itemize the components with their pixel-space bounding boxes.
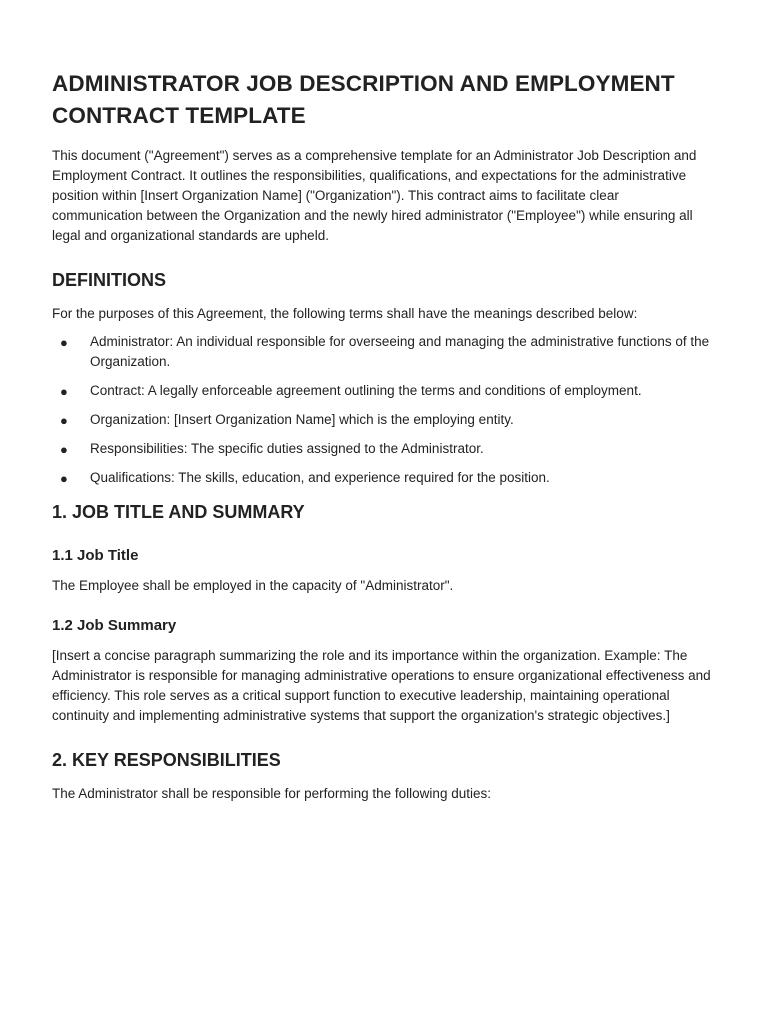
definitions-list: [52, 332, 712, 488]
definition-text: Contract: A legally enforceable agreement outlining the terms and conditions of employment.: [90, 383, 642, 398]
responsibilities-intro: The Administrator shall be responsible for performing the following duties:: [52, 786, 491, 801]
document-page: [52, 68, 712, 804]
job-summary-heading: 1.2 Job Summary: [52, 617, 177, 634]
definitions-intro: For the purposes of this Agreement, the following terms shall have the meanings described below:: [52, 306, 638, 321]
bullet-icon: ●: [60, 471, 68, 486]
bullet-icon: ●: [60, 442, 68, 457]
section-2-heading: 2. KEY RESPONSIBILITIES: [52, 750, 281, 770]
list-item: [52, 468, 712, 488]
definition-text: Organization: [Insert Organization Name] which is the employing entity.: [90, 412, 514, 427]
definition-text: Responsibilities: The specific duties assigned to the Administrator.: [90, 441, 484, 456]
bullet-icon: ●: [60, 335, 68, 350]
intro-paragraph: This document ("Agreement") serves as a comprehensive template for an Administrator Job Description and Employment Contract. It outlines the responsibilities, qualifications, and expectations for the administrative position within [Insert Organization Name] ("Organization"). This contract aims to facilitate clear communication between the Organization and the newly hired administrator ("Employee") while ensuring all legal and organizational standards are upheld.: [52, 148, 697, 243]
list-item: [52, 381, 712, 401]
document-title: ADMINISTRATOR JOB DESCRIPTION AND EMPLOYMENT CONTRACT TEMPLATE: [52, 71, 675, 128]
job-title-heading: 1.1 Job Title: [52, 547, 139, 564]
section-1-heading: 1. JOB TITLE AND SUMMARY: [52, 502, 305, 522]
list-item: [52, 439, 712, 459]
definitions-heading: DEFINITIONS: [52, 270, 167, 290]
bullet-icon: ●: [60, 413, 68, 428]
definition-text: Administrator: An individual responsible for overseeing and managing the administrative functions of the Organization.: [90, 334, 710, 369]
job-summary-text: [Insert a concise paragraph summarizing the role and its importance within the organization. Example: The Administrator is responsible for managing administrative operations to ensure organizational effectiveness and efficiency. This role serves as a critical support function to executive leadership, maintaining operational continuity and implementing administrative systems that support the organization's strategic objectives.]: [52, 648, 711, 723]
list-item: [52, 332, 712, 372]
job-title-text: The Employee shall be employed in the capacity of "Administrator".: [52, 578, 454, 593]
bullet-icon: ●: [60, 384, 68, 399]
definition-text: Qualifications: The skills, education, and experience required for the position.: [90, 470, 550, 485]
list-item: [52, 410, 712, 430]
